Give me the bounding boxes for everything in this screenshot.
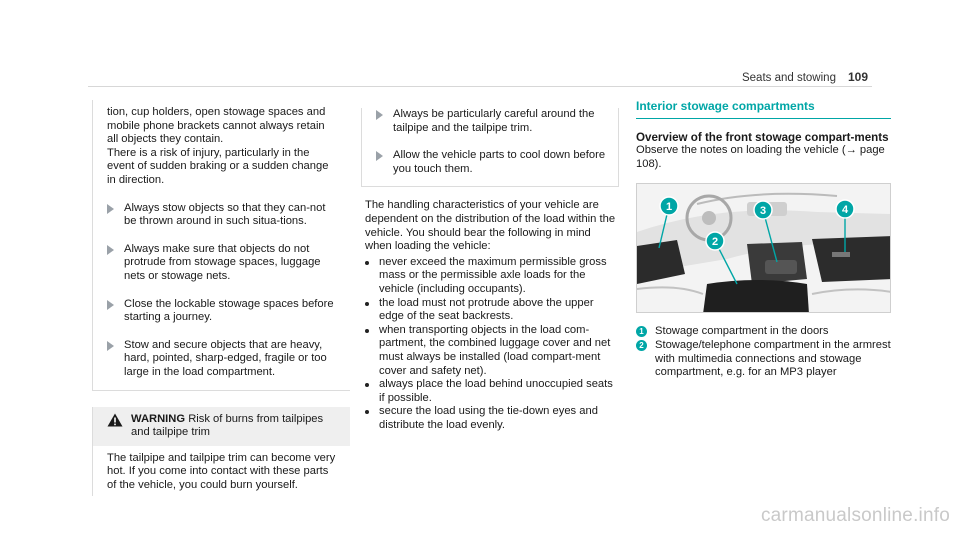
section-title: Interior stowage compartments <box>636 100 891 119</box>
warning-continuation-box <box>361 108 619 187</box>
legend-number: 1 <box>636 326 647 337</box>
triangle-bullet-icon <box>376 151 383 161</box>
list-item: Allow the vehicle parts to cool down before you touch them. <box>376 149 606 176</box>
legend-text: Stowage compartment in the doors <box>655 325 829 338</box>
loading-note: Observe the notes on loading the vehicle (→ page 108). <box>636 144 885 170</box>
page-header <box>742 70 868 84</box>
triangle-bullet-icon <box>107 245 114 255</box>
list-item: always place the load behind unoccupied seats if possible. <box>365 378 619 405</box>
list-item: never exceed the maximum permissible gross mass or the permissible axle loads for the vehicle (including occupants). <box>365 256 619 297</box>
header-rule <box>88 86 872 87</box>
watermark: carmanualsonline.info <box>760 505 950 526</box>
callout-2 <box>706 232 724 250</box>
triangle-bullet-icon <box>107 341 114 351</box>
warning-title: Risk of burns from tailpipes and tailpipe trim <box>131 412 324 439</box>
list-item: when transporting objects in the load com-partment, the combined luggage cover and net must always be installed (load compart-ment cover and safety net). <box>365 324 619 378</box>
svg-text:1: 1 <box>665 201 673 214</box>
triangle-bullet-icon <box>107 300 114 310</box>
bullet-dot-icon <box>365 329 369 333</box>
legend-item <box>636 325 891 339</box>
triangle-bullet-icon <box>107 204 114 214</box>
interior-illustration <box>636 183 891 313</box>
loading-paragraph: The handling characteristics of your vehicle are dependent on the distribution of the load within the vehicle. You should bear the following in mind when loading the vehicle: <box>365 199 616 253</box>
list-item: Close the lockable stowage spaces before starting a journey. <box>107 298 338 325</box>
callout-1 <box>660 197 678 215</box>
callout-3 <box>754 201 772 219</box>
risk-text: There is a risk of injury, particularly in the event of sudden braking or a sudden change in direction. <box>107 146 329 186</box>
car-interior-drawing <box>637 184 891 313</box>
list-item: Always stow objects so that they can-not be thrown around in such situa-tions. <box>107 202 338 229</box>
subsection-title: Overview of the front stowage compart-ments <box>636 130 889 144</box>
bullet-dot-icon <box>365 410 369 414</box>
legend-item <box>636 339 891 380</box>
legend-number: 2 <box>636 340 647 351</box>
bullet-dot-icon <box>365 383 369 387</box>
middle-column <box>361 100 619 432</box>
page-number: 109 <box>847 70 868 84</box>
svg-text:4: 4 <box>841 204 849 217</box>
loading-list <box>361 256 619 433</box>
warning-box <box>92 407 350 497</box>
list-item: Always make sure that objects do not protrude from stowage spaces, luggage nets or stowage nets. <box>107 243 338 284</box>
left-column <box>92 100 350 496</box>
warning-body: The tailpipe and tailpipe trim can become very hot. If you come into contact with these parts of the vehicle, you could burn yourself. <box>107 451 336 491</box>
warning-triangle-icon <box>107 413 123 427</box>
intro-text: tion, cup holders, open stowage spaces and mobile phone brackets cannot always retain all objects they contain. <box>107 106 326 146</box>
callout-4 <box>836 200 854 218</box>
warning-label: WARNING <box>131 412 186 425</box>
legend-text: Stowage/telephone compartment in the armrest with multimedia connections and stowage compartment, e.g. for an MP3 player <box>655 338 891 379</box>
list-item: Stow and secure objects that are heavy, hard, pointed, sharp-edged, fragile or too large in the load compartment. <box>107 339 338 380</box>
svg-text:2: 2 <box>711 236 719 249</box>
warning-header <box>93 407 350 446</box>
section-name: Seats and stowing <box>741 72 836 84</box>
triangle-bullet-icon <box>376 110 383 120</box>
bullet-dot-icon <box>365 261 369 265</box>
list-item: secure the load using the tie-down eyes and distribute the load evenly. <box>365 405 619 432</box>
svg-text:3: 3 <box>759 205 767 218</box>
right-column <box>636 100 891 380</box>
list-item: the load must not protrude above the upper edge of the seat backrests. <box>365 297 619 324</box>
bullet-dot-icon <box>365 302 369 306</box>
figure-legend <box>636 325 891 379</box>
list-item: Always be particularly careful around the tailpipe and the tailpipe trim. <box>376 108 606 135</box>
warning-continuation-box <box>92 100 350 391</box>
